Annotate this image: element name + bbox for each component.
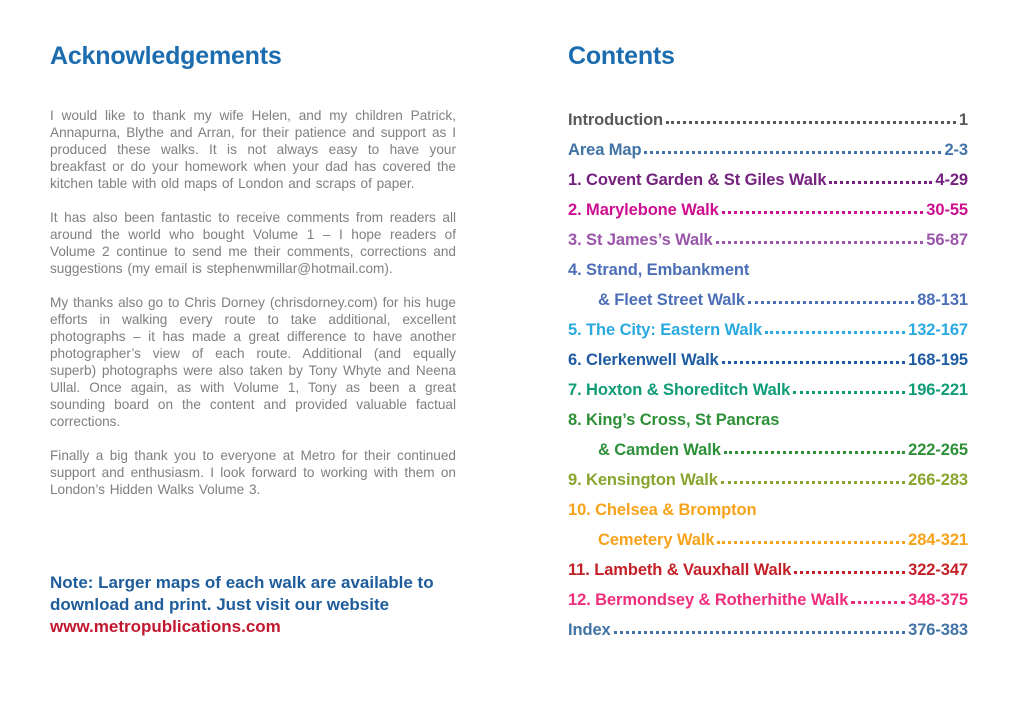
acknowledgements-title: Acknowledgements [50, 42, 282, 70]
toc-entry-label: 4. Strand, Embankment [568, 261, 750, 279]
toc-entry-label: & Fleet Street Walk [598, 291, 745, 309]
acknowledgements-paragraph: It has also been fantastic to receive comments from readers all around the world who bought Volume 1 – I hope readers of Volume 2 continue to send me their comments, corrections and suggestions (my email is stephenwmillar@hotmail.com). [50, 210, 456, 276]
toc-row [568, 281, 968, 311]
acknowledgements-paragraph: Finally a big thank you to everyone at Metro for their continued support and enthusiasm. I look forward to working with them on London’s Hidden Walks Volume 3. [50, 448, 456, 497]
download-note [50, 572, 456, 638]
toc-entry-label: 11. Lambeth & Vauxhall Walk [568, 561, 792, 579]
toc-entry-label: 12. Bermondsey & Rotherhithe Walk [568, 591, 849, 609]
toc-row [568, 401, 968, 431]
toc-row [568, 101, 968, 131]
toc-entry-pages: 284-321 [908, 531, 968, 549]
toc-entry-pages: 132-167 [908, 321, 968, 339]
toc-entry-pages: 2-3 [944, 141, 968, 159]
toc-entry-label: 2. Marylebone Walk [568, 201, 719, 219]
contents-title: Contents [568, 42, 675, 70]
toc-row [568, 491, 968, 521]
toc-leader-dots [722, 211, 924, 214]
toc-row [568, 581, 968, 611]
toc-entry-label: Introduction [568, 111, 664, 129]
toc-row [568, 341, 968, 371]
toc-leader-dots [748, 301, 914, 304]
toc-entry-pages: 222-265 [908, 441, 968, 459]
acknowledgements-paragraph: I would like to thank my wife Helen, and my children Patrick, Annapurna, Blythe and Arran, for their patience and support as I produced these walks. It is not always easy to have your breakfast or do your homework when your dad has covered the kitchen table with old maps of London and scraps of paper. [50, 108, 456, 191]
toc-row [568, 161, 968, 191]
toc-row [568, 461, 968, 491]
toc-entry-label: 9. Kensington Walk [568, 471, 718, 489]
toc-entry-label: 3. St James’s Walk [568, 231, 713, 249]
table-of-contents [568, 101, 968, 641]
toc-leader-dots [765, 331, 905, 334]
toc-leader-dots [666, 121, 956, 124]
toc-entry-pages: 56-87 [926, 231, 968, 249]
toc-row [568, 251, 968, 281]
toc-entry-pages: 266-283 [908, 471, 968, 489]
toc-row [568, 221, 968, 251]
toc-row [568, 371, 968, 401]
toc-entry-pages: 348-375 [908, 591, 968, 609]
website-url: www.metropublications.com [50, 617, 281, 636]
toc-leader-dots [716, 241, 924, 244]
toc-leader-dots [721, 481, 905, 484]
toc-leader-dots [722, 361, 906, 364]
toc-leader-dots [829, 181, 932, 184]
toc-row [568, 311, 968, 341]
toc-leader-dots [794, 571, 905, 574]
toc-row [568, 431, 968, 461]
toc-entry-label: 7. Hoxton & Shoreditch Walk [568, 381, 791, 399]
toc-entry-pages: 4-29 [935, 171, 968, 189]
toc-entry-pages: 322-347 [908, 561, 968, 579]
toc-entry-label: 6. Clerkenwell Walk [568, 351, 719, 369]
acknowledgements-paragraph: My thanks also go to Chris Dorney (chrisdorney.com) for his huge efforts in walking every route to take additional, excellent photographs – it has made a great difference to have another photographer’s view of each route. Additional (and equally superb) photographs were also taken by Tony Whyte and Neena Ullal. Once again, as with Volume 1, Tony as been a great sounding board on the content and provided valuable factual corrections. [50, 295, 456, 429]
toc-leader-dots [644, 151, 941, 154]
toc-leader-dots [793, 391, 905, 394]
toc-entry-label: Index [568, 621, 611, 639]
toc-row [568, 521, 968, 551]
toc-row [568, 131, 968, 161]
toc-entry-label: & Camden Walk [598, 441, 721, 459]
toc-entry-pages: 196-221 [908, 381, 968, 399]
contents-page [568, 42, 968, 641]
toc-entry-label: 8. King’s Cross, St Pancras [568, 411, 780, 429]
toc-leader-dots [724, 451, 905, 454]
toc-entry-label: Area Map [568, 141, 642, 159]
toc-row [568, 611, 968, 641]
toc-entry-pages: 168-195 [908, 351, 968, 369]
download-note-text: Note: Larger maps of each walk are available to download and print. Just visit our website [50, 573, 434, 614]
toc-entry-pages: 376-383 [908, 621, 968, 639]
toc-entry-label: 1. Covent Garden & St Giles Walk [568, 171, 827, 189]
toc-row [568, 551, 968, 581]
toc-entry-label: 10. Chelsea & Brompton [568, 501, 757, 519]
toc-entry-label: Cemetery Walk [598, 531, 715, 549]
toc-entry-pages: 1 [958, 111, 968, 129]
toc-row [568, 191, 968, 221]
acknowledgements-page [50, 42, 456, 638]
toc-entry-pages: 88-131 [917, 291, 968, 309]
toc-leader-dots [614, 631, 906, 634]
toc-leader-dots [717, 541, 905, 544]
toc-entry-pages: 30-55 [926, 201, 968, 219]
toc-leader-dots [851, 601, 905, 604]
toc-entry-label: 5. The City: Eastern Walk [568, 321, 763, 339]
